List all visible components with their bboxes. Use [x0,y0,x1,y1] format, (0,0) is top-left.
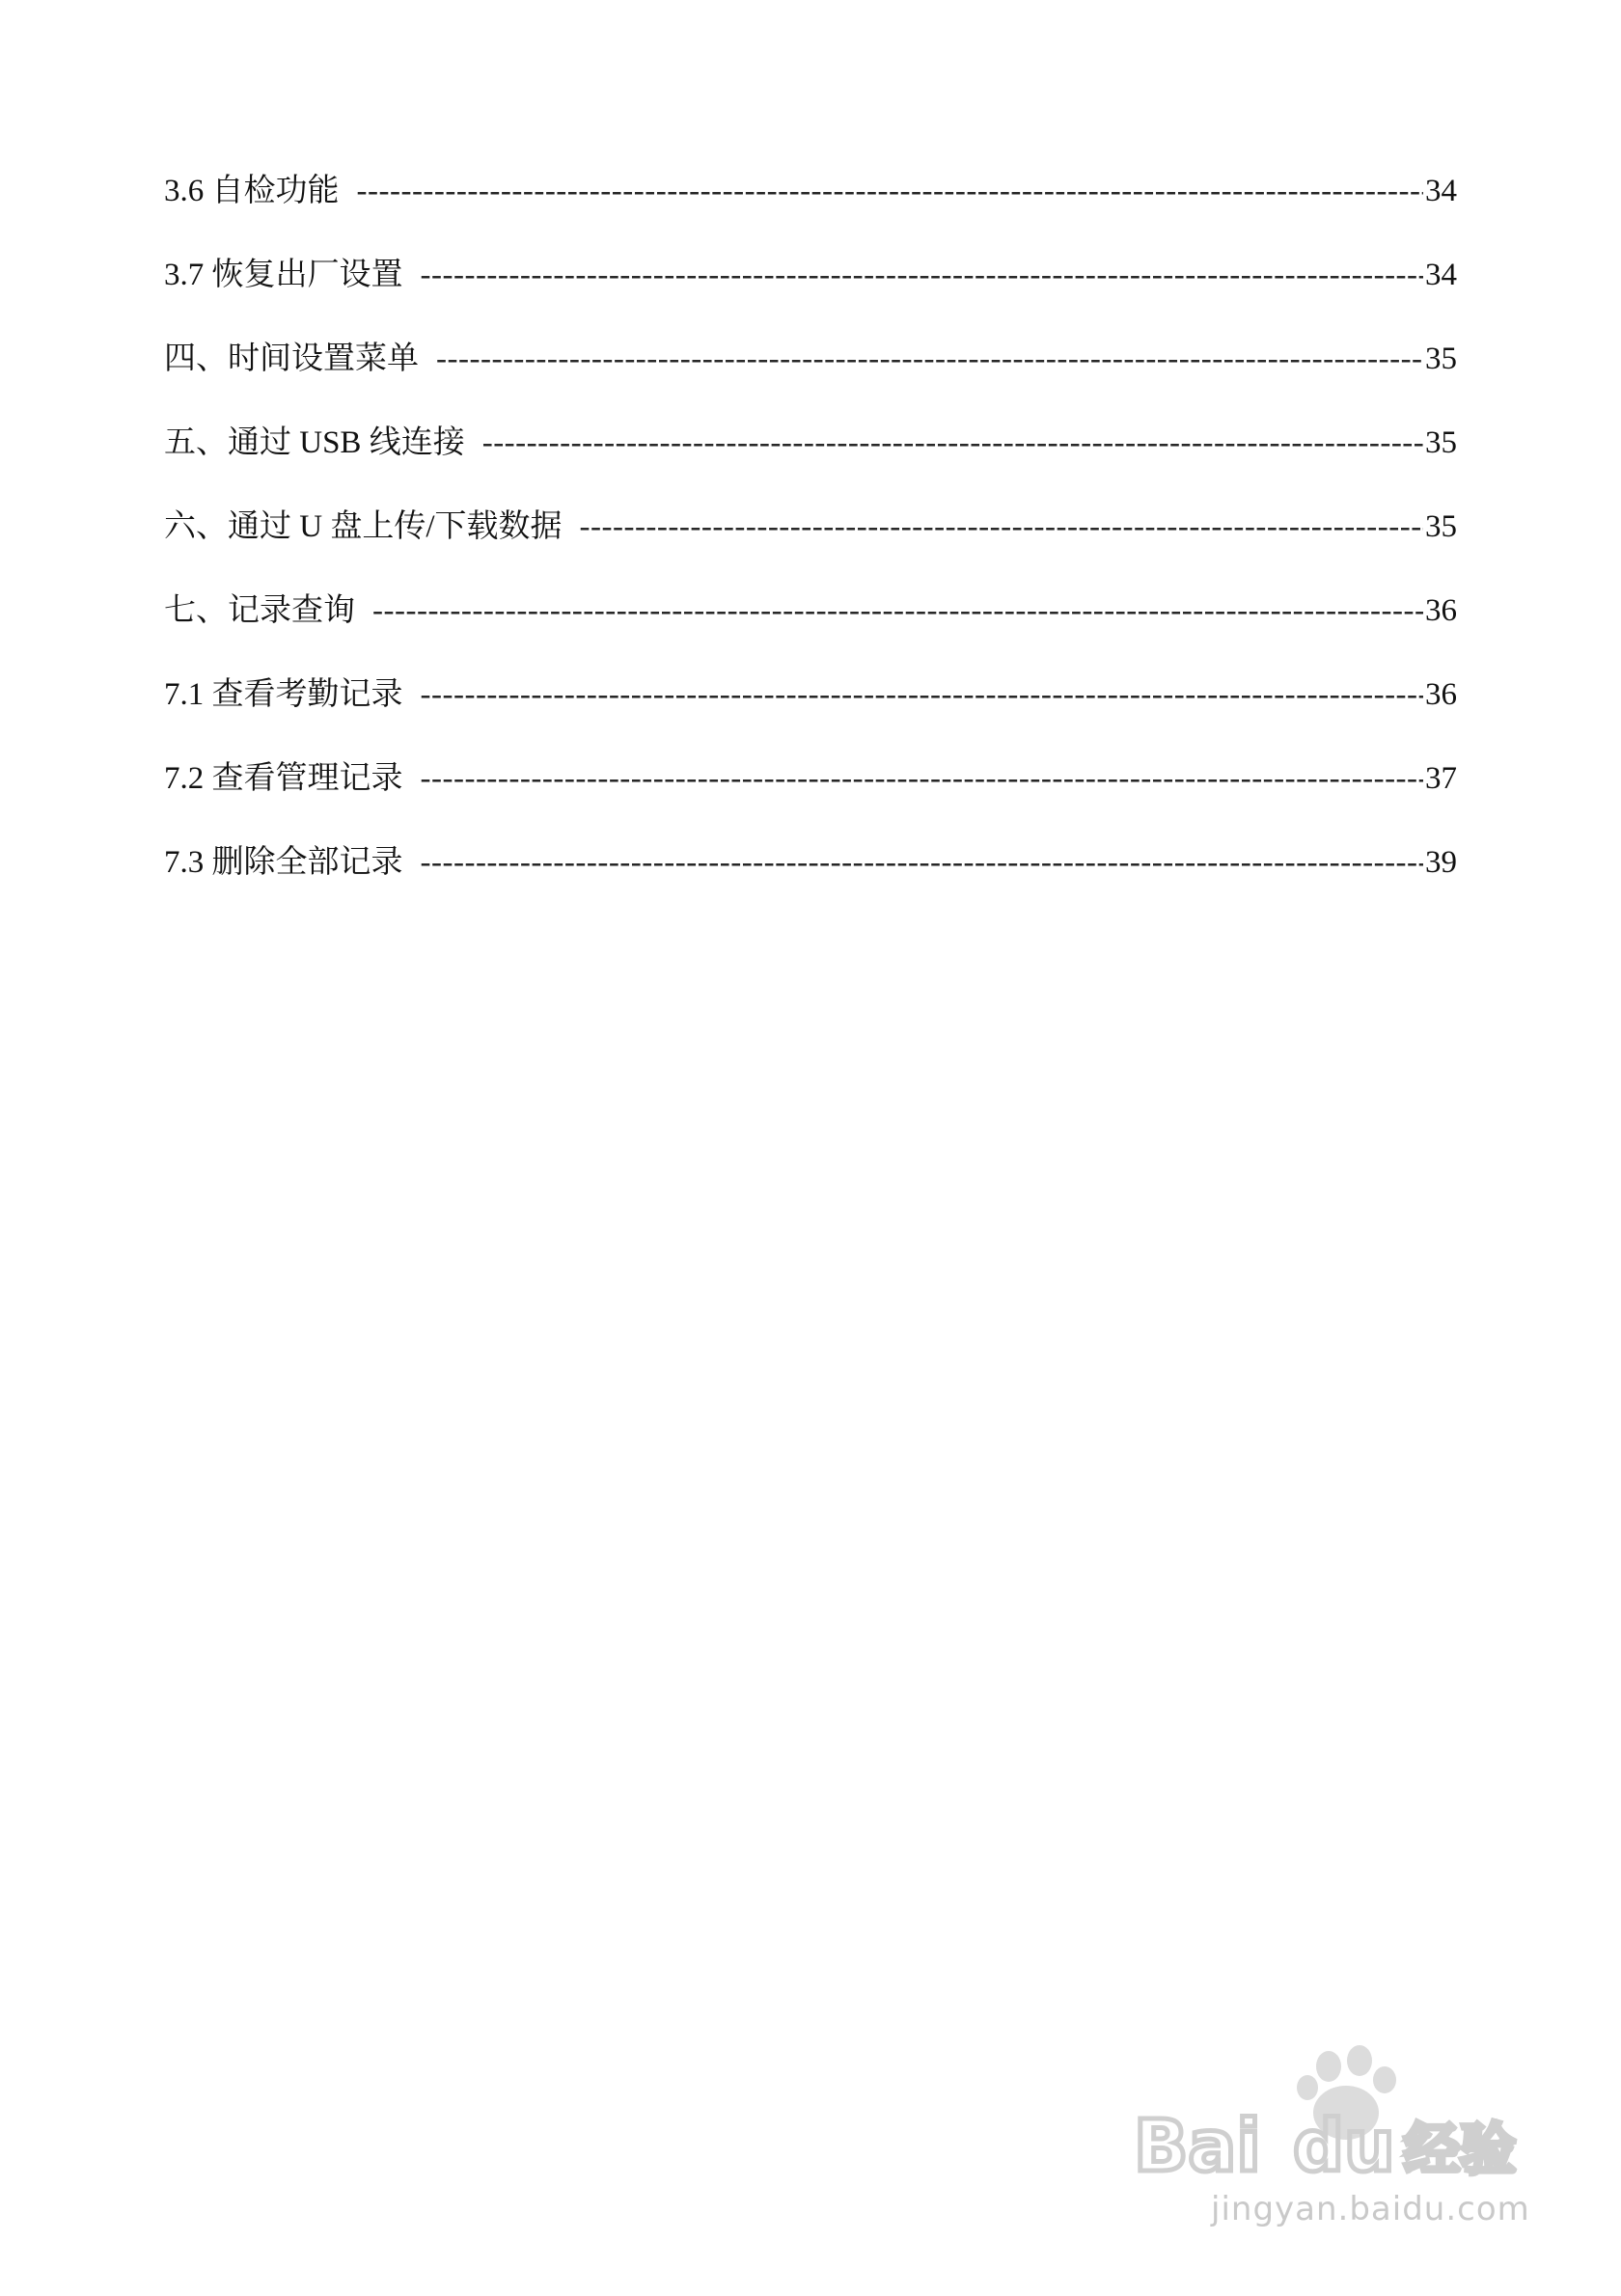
toc-leader [482,418,1423,468]
toc-leader [372,586,1423,636]
toc-leader [421,837,1424,888]
toc-entry-page: 36 [1425,593,1457,628]
toc-entry[interactable] [164,837,1457,921]
toc-entry-page: 34 [1425,258,1457,292]
toc-entry-title: 3.6 自检功能 [164,174,340,208]
toc-entry-title: 7.2 查看管理记录 [164,761,403,796]
baidu-jingyan-logo-icon [1124,2045,1529,2190]
toc-entry[interactable] [164,753,1457,837]
svg-text:Bai: Bai [1134,2105,1261,2188]
toc-entry-title: 7.3 删除全部记录 [164,845,403,880]
toc-entry-title: 五、通过 USB 线连接 [164,425,465,460]
toc-entry[interactable] [164,418,1457,502]
toc-leader [580,502,1424,552]
toc-entry-title: 七、记录查询 [164,593,355,628]
toc-leader [357,166,1424,216]
watermark-url: jingyan.baidu.com [1211,2190,1530,2228]
toc-entry-page: 36 [1425,677,1457,712]
toc-entry[interactable] [164,166,1457,250]
toc-entry-page: 39 [1425,845,1457,880]
toc-entry-page: 35 [1425,342,1457,376]
toc-leader [421,250,1424,300]
toc-entry[interactable] [164,334,1457,418]
toc-entry[interactable] [164,250,1457,334]
toc-entry-page: 34 [1425,174,1457,208]
svg-text:经验: 经验 [1404,2117,1517,2182]
toc-entry-page: 37 [1425,761,1457,796]
toc-entry[interactable] [164,586,1457,670]
toc-entry[interactable] [164,502,1457,586]
toc-entry-title: 3.7 恢复出厂设置 [164,258,403,292]
toc-leader [421,753,1424,804]
toc-entry-page: 35 [1425,509,1457,544]
toc-entry-page: 35 [1425,425,1457,460]
svg-text:du: du [1293,2105,1395,2188]
toc-leader [436,334,1423,384]
toc-entry-title: 7.1 查看考勤记录 [164,677,403,712]
toc-entry-title: 四、时间设置菜单 [164,342,419,376]
toc-entry[interactable] [164,670,1457,753]
toc-leader [421,670,1424,720]
table-of-contents [164,166,1457,921]
toc-entry-title: 六、通过 U 盘上传/下载数据 [164,509,563,544]
baidu-jingyan-watermark [1124,2045,1529,2253]
